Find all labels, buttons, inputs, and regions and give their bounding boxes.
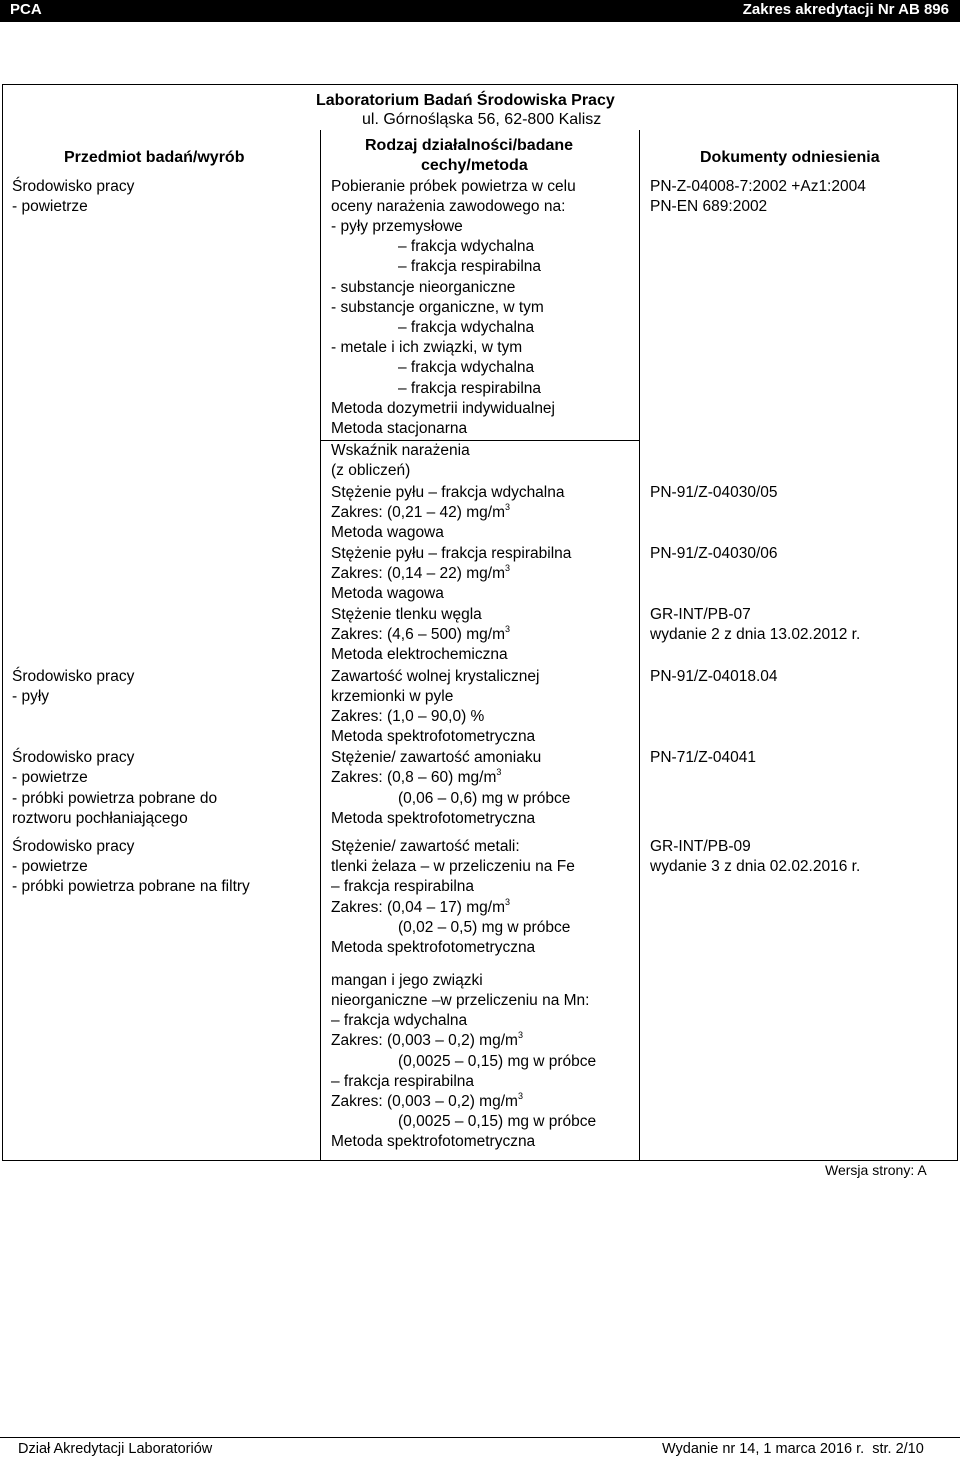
- lab-address: ul. Górnośląska 56, 62-800 Kalisz: [362, 111, 602, 128]
- method-line: (0,0025 – 0,15) mg w próbce: [398, 1113, 597, 1130]
- document-ref: PN-71/Z-04041: [650, 749, 756, 766]
- method-line: (0,02 – 0,5) mg w próbce: [398, 919, 571, 936]
- header-left: PCA: [10, 1, 42, 18]
- subject-line: - powietrze: [12, 769, 88, 786]
- subject-line: - próbki powietrza pobrane na filtry: [12, 878, 250, 895]
- footer-left: Dział Akredytacji Laboratoriów: [18, 1441, 213, 1457]
- page-header: [0, 0, 960, 22]
- document-ref: GR-INT/PB-09: [650, 838, 751, 855]
- method-line: Stężenie/ zawartość amoniaku: [331, 749, 542, 766]
- activity-line: Metoda stacjonarna: [331, 420, 468, 437]
- activity-line: Metoda dozymetrii indywidualnej: [331, 400, 556, 417]
- method-line: Metoda spektrofotometryczna: [331, 728, 536, 745]
- document-ref: PN-91/Z-04030/05: [650, 484, 778, 501]
- activity-line: Pobieranie próbek powietrza w celu: [331, 178, 576, 195]
- method-line: (0,0025 – 0,15) mg w próbce: [398, 1053, 597, 1070]
- document-ref: wydanie 2 z dnia 13.02.2012 r.: [650, 626, 861, 643]
- method-line: Zakres: (1,0 – 90,0) %: [331, 708, 485, 725]
- method-line: Zakres: (0,003 – 0,2) $mg/m^3$: [331, 1030, 523, 1049]
- activity-line: – frakcja respirabilna: [398, 380, 542, 397]
- indicator-heading: Wskaźnik narażenia: [331, 442, 470, 459]
- page-version: Wersja strony: A: [825, 1162, 927, 1178]
- header-right: Zakres akredytacji Nr AB 896: [742, 1, 949, 18]
- method-line: Zawartość wolnej krystalicznej: [331, 668, 540, 685]
- column-divider: [639, 130, 640, 1161]
- method-line: – frakcja wdychalna: [331, 1012, 468, 1029]
- document-ref: wydanie 3 z dnia 02.02.2016 r.: [650, 858, 861, 875]
- lab-name: Laboratorium Badań Środowiska Pracy: [316, 92, 615, 109]
- document-ref: PN-91/Z-04018.04: [650, 668, 778, 685]
- subject-line: - powietrze: [12, 858, 88, 875]
- subject-line: - próbki powietrza pobrane do: [12, 790, 218, 807]
- method-line: Stężenie pyłu – frakcja wdychalna: [331, 484, 565, 501]
- activity-line: – frakcja wdychalna: [398, 238, 535, 255]
- column-header-documents: Dokumenty odniesienia: [700, 149, 880, 166]
- subject-line: roztworu pochłaniającego: [12, 810, 188, 827]
- subject-line: Środowisko pracy: [12, 178, 135, 195]
- activity-line: – frakcja wdychalna: [398, 319, 535, 336]
- column-header-subject: Przedmiot badań/wyrób: [64, 149, 245, 166]
- document-ref: PN-EN 689:2002: [650, 198, 768, 215]
- method-line: nieorganiczne –w przeliczeniu na Mn:: [331, 992, 590, 1009]
- method-line: Metoda spektrofotometryczna: [331, 810, 536, 827]
- activity-line: - substancje organiczne, w tym: [331, 299, 544, 316]
- method-line: Metoda spektrofotometryczna: [331, 1133, 536, 1150]
- subject-line: Środowisko pracy: [12, 838, 135, 855]
- method-line: Stężenie/ zawartość metali:: [331, 838, 520, 855]
- footer-right: Wydanie nr 14, 1 marca 2016 r. str. 2/10: [662, 1441, 924, 1457]
- document-ref: GR-INT/PB-07: [650, 606, 751, 623]
- method-line: Metoda spektrofotometryczna: [331, 939, 536, 956]
- column-divider: [320, 130, 321, 1161]
- method-line: Zakres: (0,04 – 17) $mg/m^3$: [331, 897, 511, 916]
- method-line: Zakres: (4,6 – 500) $mg/m^3$: [331, 624, 511, 643]
- method-line: tlenki żelaza – w przeliczeniu na Fe: [331, 858, 575, 875]
- subject-line: - powietrze: [12, 198, 88, 215]
- subject-line: Środowisko pracy: [12, 749, 135, 766]
- method-line: Zakres: (0,14 – 22) $mg/m^3$: [331, 563, 511, 582]
- method-line: Stężenie pyłu – frakcja respirabilna: [331, 545, 572, 562]
- column-header-activity-2: cechy/metoda: [421, 157, 528, 174]
- method-line: Zakres: (0,003 – 0,2) $mg/m^3$: [331, 1091, 523, 1110]
- activity-line: oceny narażenia zawodowego na:: [331, 198, 566, 215]
- method-line: – frakcja respirabilna: [331, 878, 475, 895]
- method-line: Zakres: (0,8 – 60) $mg/m^3$: [331, 767, 502, 786]
- method-line: Stężenie tlenku węgla: [331, 606, 482, 623]
- method-line: krzemionki w pyle: [331, 688, 454, 705]
- activity-line: - pyły przemysłowe: [331, 218, 463, 235]
- activity-line: – frakcja respirabilna: [398, 258, 542, 275]
- document-ref: PN-91/Z-04030/06: [650, 545, 778, 562]
- column-header-activity: Rodzaj działalności/badane: [365, 137, 574, 154]
- footer-rule: [0, 1437, 960, 1438]
- method-line: mangan i jego związki: [331, 972, 483, 989]
- activity-line: - substancje nieorganiczne: [331, 279, 516, 296]
- method-line: Metoda elektrochemiczna: [331, 646, 508, 663]
- subject-line: Środowisko pracy: [12, 668, 135, 685]
- document-ref: PN-Z-04008-7:2002 +Az1:2004: [650, 178, 866, 195]
- method-line: (0,06 – 0,6) mg w próbce: [398, 790, 571, 807]
- activity-line: - metale i ich związki, w tym: [331, 339, 523, 356]
- subject-line: - pyły: [12, 688, 50, 705]
- activity-line: – frakcja wdychalna: [398, 359, 535, 376]
- indicator-subheading: (z obliczeń): [331, 462, 411, 479]
- method-line: Metoda wagowa: [331, 585, 444, 602]
- method-line: Metoda wagowa: [331, 524, 444, 541]
- method-line: Zakres: (0,21 – 42) $mg/m^3$: [331, 502, 511, 521]
- method-line: – frakcja respirabilna: [331, 1073, 475, 1090]
